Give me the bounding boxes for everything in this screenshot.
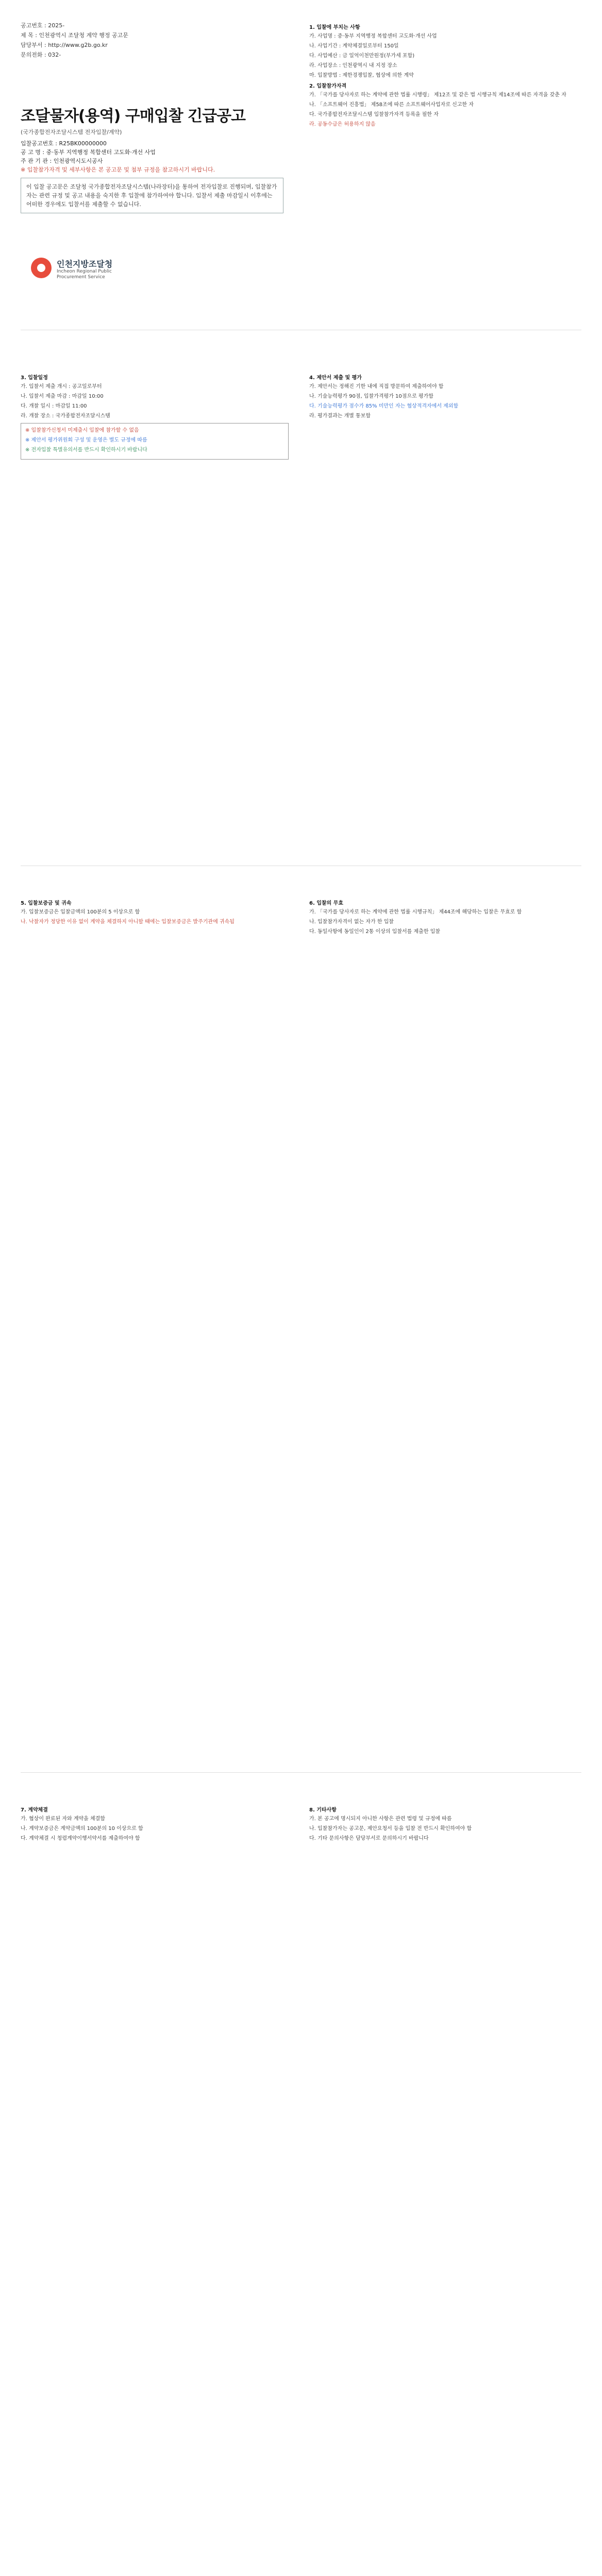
highlight-green: ※ 전자입찰 특별유의서를 반드시 확인하시기 바랍니다	[25, 447, 147, 453]
logo-english-name: Incheon Regional Public Procurement Service	[57, 269, 112, 280]
section-item: 가. 협상이 완료된 자와 계약을 체결함	[21, 1816, 105, 1822]
section-item: 마. 입찰방법 : 제한경쟁입찰, 협상에 의한 계약	[309, 73, 414, 78]
section-6	[309, 896, 577, 938]
section-item: 다. 기술능력평가 점수가 85% 미만인 자는 협상적격자에서 제외함	[309, 403, 459, 409]
header-info	[21, 21, 289, 60]
header-line: 문의전화 : 032-	[21, 52, 61, 58]
highlight-box	[21, 423, 289, 460]
page-subtitle: (국가종합전자조달시스템 전자입찰/계약)	[21, 129, 122, 135]
section-item: 나. 입찰서 제출 마감 : 마감일 10:00	[21, 394, 104, 399]
notice-line: 주 관 기 관 : 인천광역시도시공사	[21, 158, 103, 164]
section-item: 다. 계약체결 시 청렴계약이행서약서를 제출하여야 함	[21, 1836, 140, 1841]
section-5	[21, 896, 289, 928]
section-item: 나. 낙찰자가 정당한 이유 없이 계약을 체결하지 아니할 때에는 입찰보증금은 발주기관에 귀속됨	[21, 919, 235, 925]
section-item: 가. 「국가를 당사자로 하는 계약에 관한 법률 시행규칙」 제44조에 해당하는 입찰은 무효로 함	[309, 909, 522, 915]
section-item: 다. 사업예산 : 금 일억이천만원정(부가세 포함)	[309, 53, 415, 59]
header-line: 담당부서 : http://www.g2b.go.kr	[21, 42, 108, 48]
section-item: 나. 기술능력평가 90점, 입찰가격평가 10점으로 평가함	[309, 394, 433, 399]
section-8	[309, 1803, 577, 1844]
section-item: 다. 국가종합전자조달시스템 입찰참가자격 등록을 필한 자	[309, 112, 439, 117]
section-item: 나. 계약보증금은 계약금액의 100분의 10 이상으로 함	[21, 1826, 143, 1832]
section-3	[21, 371, 289, 463]
section-1	[309, 21, 577, 130]
section-item: 나. 입찰참가자는 공고문, 제안요청서 등을 입찰 전 반드시 확인하여야 함	[309, 1826, 472, 1832]
section-item: 가. 본 공고에 명시되지 아니한 사항은 관련 법령 및 규정에 따름	[309, 1816, 452, 1822]
logo-mark-icon	[31, 258, 52, 278]
section-item: 라. 사업장소 : 인천광역시 내 지정 장소	[309, 63, 397, 69]
organization-logo	[31, 252, 134, 289]
notice-line: 공 고 명 : 중·동부 지역행정 복합센터 고도화·개선 사업	[21, 149, 156, 156]
section-title: 7. 계약체결	[21, 1807, 48, 1813]
section-title: 8. 기타사항	[309, 1807, 337, 1813]
section-item: 나. 「소프트웨어 진흥법」 제58조에 따른 소프트웨어사업자로 신고한 자	[309, 102, 474, 108]
divider	[21, 1772, 581, 1773]
section-7	[21, 1803, 289, 1844]
header-line: 공고번호 : 2025-	[21, 22, 65, 29]
section-item: 가. 입찰보증금은 입찰금액의 100분의 5 이상으로 함	[21, 909, 140, 915]
header-line: 제 목 : 인천광역시 조달청 계약 행정 공고문	[21, 32, 128, 39]
section-item: 라. 개찰 장소 : 국가종합전자조달시스템	[21, 413, 110, 419]
notice-line: 입찰공고번호 : R25BK00000000	[21, 140, 107, 147]
section-item: 나. 입찰참가자격이 없는 자가 한 입찰	[309, 919, 394, 925]
section-item: 라. 공동수급은 허용하지 않음	[309, 122, 376, 127]
page-title: 조달물자(용역) 구매입찰 긴급공고	[21, 107, 246, 125]
section-item: 다. 개찰 일시 : 마감일 11:00	[21, 403, 87, 409]
title-block	[21, 103, 289, 136]
section-item: 나. 사업기간 : 계약체결일로부터 150일	[309, 43, 399, 49]
section-title: 3. 입찰일정	[21, 375, 48, 381]
section-item: 다. 동일사항에 동일인이 2통 이상의 입찰서를 제출한 입찰	[309, 929, 440, 935]
section-4	[309, 371, 577, 422]
section-item: 가. 입찰서 제출 개시 : 공고일로부터	[21, 384, 102, 389]
section-item: 라. 평가결과는 개별 통보함	[309, 413, 371, 419]
section-item: 가. 「국가를 당사자로 하는 계약에 관한 법률 시행령」 제12조 및 같은 법 시행규칙 제14조에 따른 자격을 갖춘 자	[309, 92, 566, 98]
highlight-blue: ※ 제안서 평가위원회 구성 및 운영은 별도 규정에 따름	[25, 437, 147, 443]
section-title: 4. 제안서 제출 및 평가	[309, 375, 362, 381]
notice-block	[21, 139, 289, 174]
highlight-red: ※ 입찰참가신청서 미제출시 입찰에 참가할 수 없음	[25, 428, 139, 433]
section-item: 가. 사업명 : 중·동부 지역행정 복합센터 고도화·개선 사업	[309, 33, 437, 39]
section-item: 가. 제안서는 정해진 기한 내에 직접 방문하여 제출하여야 함	[309, 384, 444, 389]
section-item: 다. 기타 문의사항은 담당부서로 문의하시기 바랍니다	[309, 1836, 429, 1841]
section-title: 2. 입찰참가자격	[309, 83, 347, 89]
logo-name: 인천지방조달청	[57, 259, 113, 269]
section-title: 5. 입찰보증금 및 귀속	[21, 901, 72, 906]
section-title: 6. 입찰의 무효	[309, 901, 344, 906]
section-title: 1. 입찰에 부치는 사항	[309, 25, 360, 30]
notice-box	[21, 178, 283, 213]
notice-warning: ※ 입찰참가자격 및 세부사항은 본 공고문 및 첨부 규정을 참고하시기 바랍니다.	[21, 166, 215, 173]
notice-box-text: 이 입찰 공고문은 조달청 국가종합전자조달시스템(나라장터)을 통하여 전자입찰로 진행되며, 입찰참가자는 관련 규정 및 공고 내용을 숙지한 후 입찰에 참가하여야 합니다. 입찰서 제출 마감일시 이후에는 어떠한 경우에도 입찰서를 제출할 수 없습니다.	[26, 183, 277, 208]
